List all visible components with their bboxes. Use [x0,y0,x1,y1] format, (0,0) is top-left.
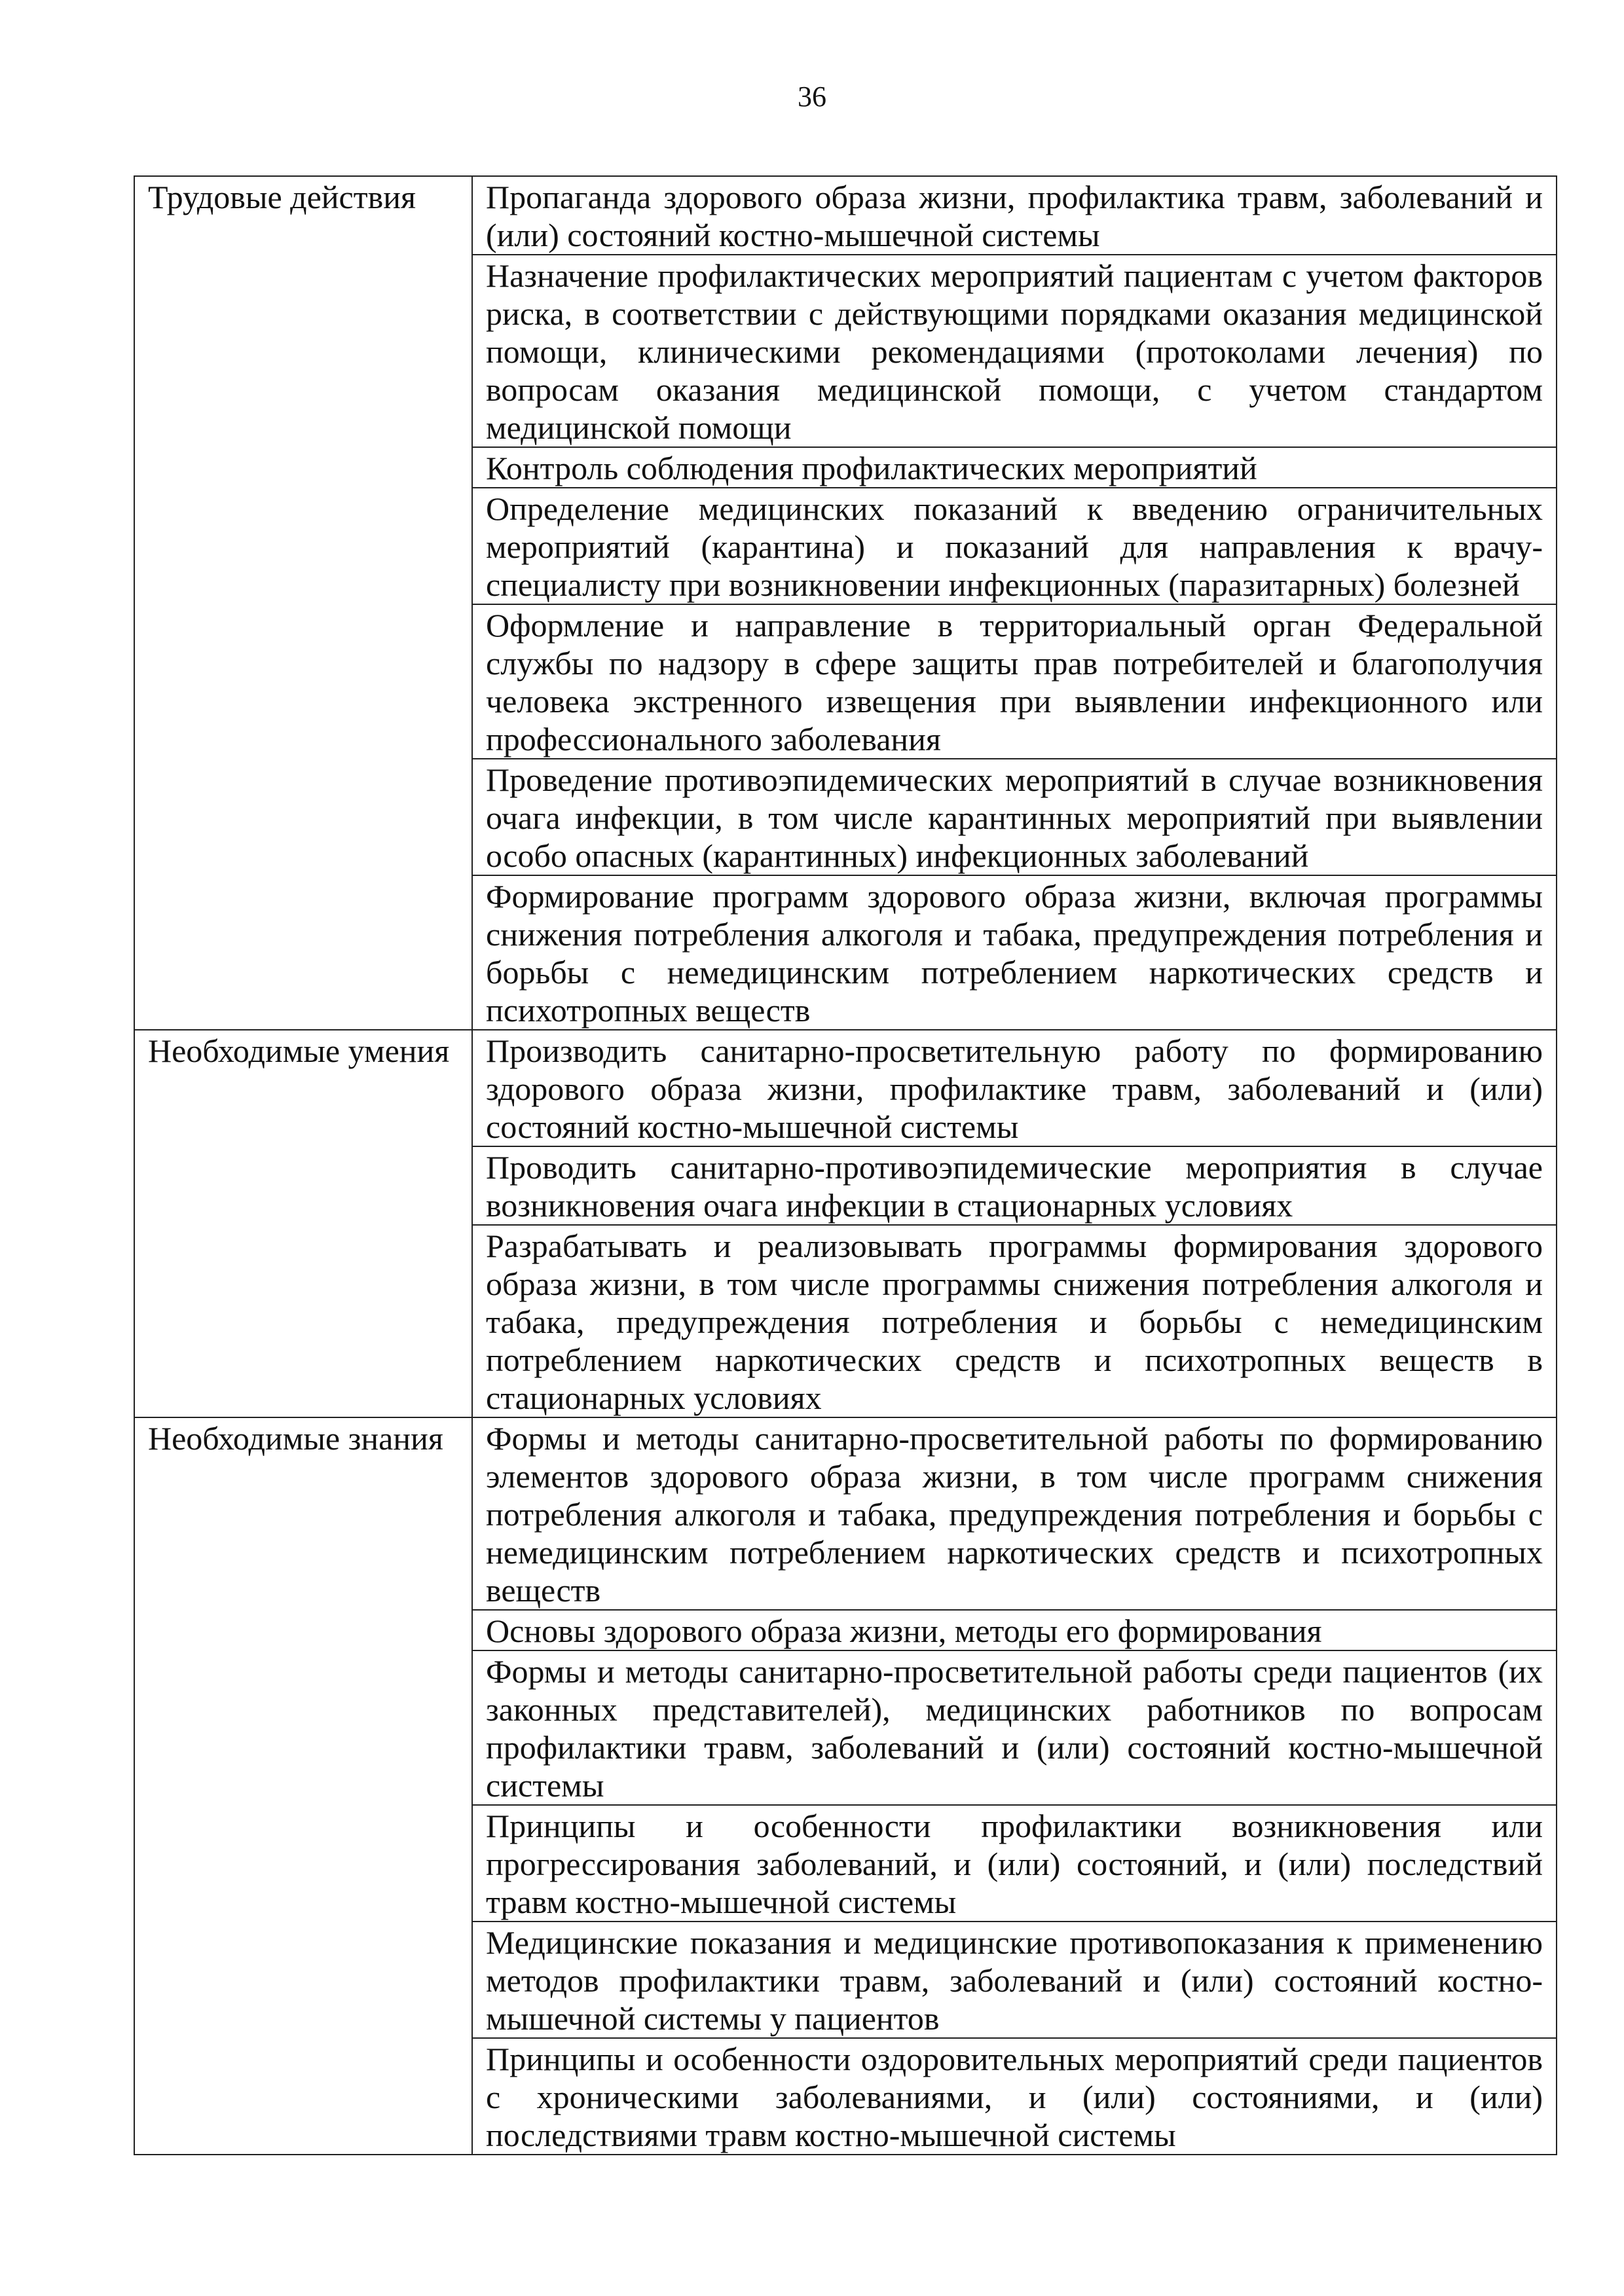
table-cell-item: Определение медицинских показаний к введению ограничительных мероприятий (карантина) и показаний для направления к врачу-специалисту при возникновении инфекционных (паразитарных) болезней [472,488,1557,604]
page-number: 36 [798,81,826,113]
table-cell-item: Формы и методы санитарно-просветительной работы среди пациентов (их законных представителей), медицинских работников по вопросам профилактики травм, заболеваний и (или) состояний костно-мышечной системы [472,1650,1557,1805]
section-label-labor-actions: Трудовые действия [134,176,472,1030]
table-cell-item: Медицинские показания и медицинские противопоказания к применению методов профилактики травм, заболеваний и (или) состояний костно-мышечной системы у пациентов [472,1922,1557,2038]
section-label-required-knowledge: Необходимые знания [134,1417,472,2155]
competency-table [134,175,1557,2155]
table-cell-item: Оформление и направление в территориальный орган Федеральной службы по надзору в сфере защиты прав потребителей и благополучия человека экстренного извещения при выявлении инфекционного или профессионального заболевания [472,604,1557,759]
table-row [134,1030,1557,1146]
table-cell-item: Назначение профилактических мероприятий пациентам с учетом факторов риска, в соответствии с действующими порядками оказания медицинской помощи, клиническими рекомендациями (протоколами лечения) по вопросам оказания медицинской помощи, с учетом стандартом медицинской помощи [472,255,1557,447]
table-cell-item: Принципы и особенности профилактики возникновения или прогрессирования заболеваний, и (или) состояний, и (или) последствий травм костно-мышечной системы [472,1805,1557,1922]
table-cell-item: Производить санитарно-просветительную работу по формированию здорового образа жизни, профилактике травм, заболеваний и (или) состояний костно-мышечной системы [472,1030,1557,1146]
table-row [134,176,1557,255]
table-cell-item: Разрабатывать и реализовывать программы формирования здорового образа жизни, в том числе программы снижения потребления алкоголя и табака, предупреждения потребления и борьбы с немедицинским потреблением наркотических средств и психотропных веществ в стационарных условиях [472,1225,1557,1417]
table-cell-item: Формы и методы санитарно-просветительной работы по формированию элементов здорового образа жизни, в том числе программ снижения потребления алкоголя и табака, предупреждения потребления и борьбы с немедицинским потреблением наркотических средств и психотропных веществ [472,1417,1557,1610]
table-cell-item: Основы здорового образа жизни, методы его формирования [472,1610,1557,1650]
table-row [134,1417,1557,1610]
section-label-required-skills: Необходимые умения [134,1030,472,1417]
table-cell-item: Проводить санитарно-противоэпидемические мероприятия в случае возникновения очага инфекции в стационарных условиях [472,1146,1557,1225]
table-cell-item: Проведение противоэпидемических мероприятий в случае возникновения очага инфекции, в том числе карантинных мероприятий при выявлении особо опасных (карантинных) инфекционных заболеваний [472,759,1557,875]
table-cell-item: Формирование программ здорового образа жизни, включая программы снижения потребления алкоголя и табака, предупреждения потребления и борьбы с немедицинским потреблением наркотических средств и психотропных веществ [472,875,1557,1030]
table-cell-item: Пропаганда здорового образа жизни, профилактика травм, заболеваний и (или) состояний костно-мышечной системы [472,176,1557,255]
table-cell-item: Принципы и особенности оздоровительных мероприятий среди пациентов с хроническими заболеваниями, и (или) состояниями, и (или) последствиями травм костно-мышечной системы [472,2038,1557,2155]
table-cell-item: Контроль соблюдения профилактических мероприятий [472,447,1557,488]
